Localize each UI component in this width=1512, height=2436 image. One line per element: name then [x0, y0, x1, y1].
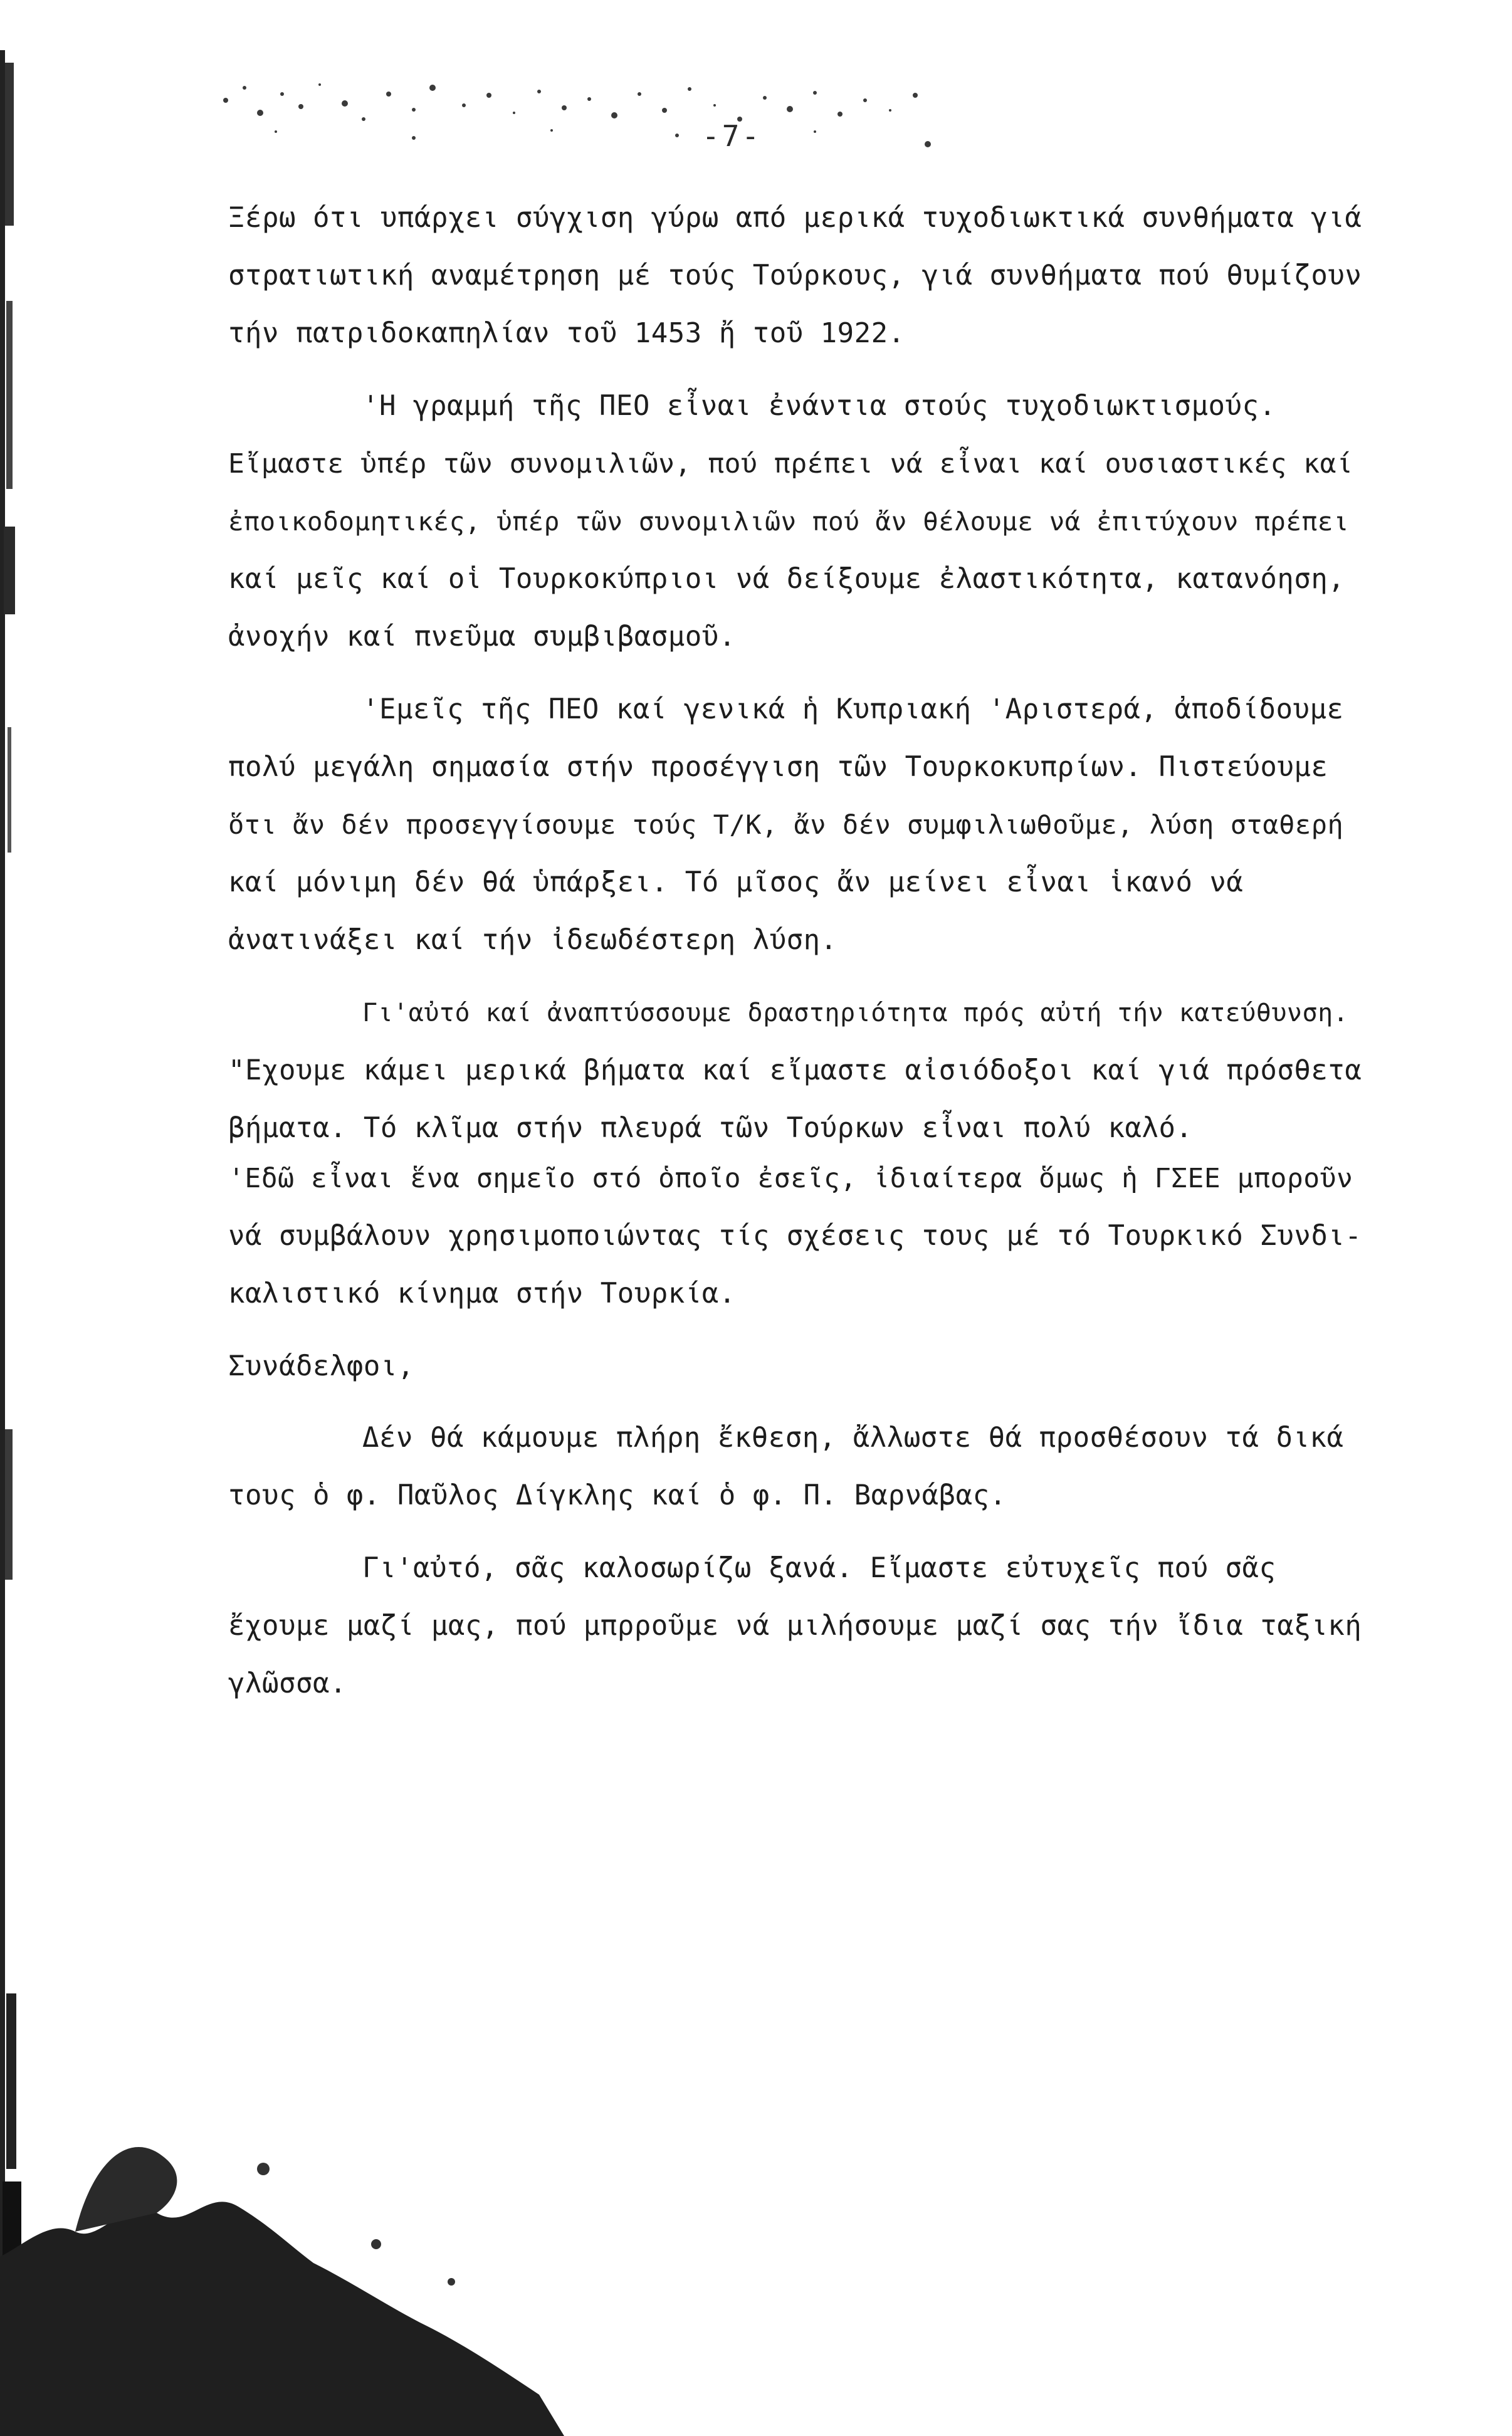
text-line: Ξέρω ότι υπάρχει σύγχιση γύρω από μερικά τυχοδιωκτικά συνθήματα γιά: [228, 202, 1362, 234]
page-number: -7-: [702, 119, 762, 153]
text-line: καλιστικό κίνημα στήν Τουρκία.: [228, 1278, 736, 1310]
text-line: νά συμβάλουν χρησιμοποιώντας τίς σχέσεις τους μέ τό Τουρκικό Συνδι-: [228, 1220, 1362, 1252]
text-line: ἔχουμε μαζί μας, πού μπρροῦμε νά μιλήσουμε μαζί σας τήν ἴδια ταξική: [228, 1610, 1362, 1642]
text-line: ἀνοχήν καί πνεῦμα συμβιβασμοῦ.: [228, 621, 736, 653]
text-line: ἐποικοδομητικές, ὑπέρ τῶν συνομιλιῶν πού ἄν θέλουμε νά ἐπιτύχουν πρέπει: [228, 507, 1350, 537]
text-line: Γι'αὐτό, σᾶς καλοσωρίζω ξανά. Εἴμαστε εὐτυχεῖς πού σᾶς: [362, 1552, 1276, 1584]
text-line: Γι'αὐτό καί ἀναπτύσσουμε δραστηριότητα πρός αὐτή τήν κατεύθυνση.: [362, 999, 1349, 1027]
text-line: 'Η γραμμή τῆς ΠΕΟ εἶναι ἐνάντια στούς τυχοδιωκτισμούς.: [362, 390, 1276, 422]
text-line: 'Εδῶ εἶναι ἕνα σημεῖο στό ὁποῖο ἐσεῖς, ἰδιαίτερα ὅμως ἡ ΓΣΕΕ μποροῦν: [228, 1163, 1353, 1194]
scan-noise-artifact: [201, 50, 953, 188]
ink-blot-artifact: [0, 2119, 564, 2436]
text-line: πολύ μεγάλη σημασία στήν προσέγγιση τῶν Τουρκοκυπρίων. Πιστεύουμε: [228, 751, 1328, 783]
text-line: βήματα. Τό κλῖμα στήν πλευρά τῶν Τούρκων εἶναι πολύ καλό.: [228, 1112, 1193, 1144]
text-line: ἀνατινάξει καί τήν ἰδεωδέστερη λύση.: [228, 924, 837, 956]
scan-edge-artifact: [0, 50, 38, 2436]
text-line: γλῶσσα.: [228, 1667, 347, 1699]
text-line: καί μεῖς καί οἱ Τουρκοκύπριοι νά δείξουμε ἐλαστικότητα, κατανόηση,: [228, 563, 1345, 595]
text-line: καί μόνιμη δέν θά ὑπάρξει. Τό μῖσος ἄν μείνει εἶναι ἱκανό νά: [228, 866, 1244, 898]
text-line: 'Εμεῖς τῆς ΠΕΟ καί γενικά ἡ Κυπριακή 'Αριστερά, ἀποδίδουμε: [362, 693, 1344, 725]
text-line: στρατιωτική αναμέτρηση μέ τούς Τούρκους, γιά συνθήματα πού θυμίζουν: [228, 260, 1362, 291]
text-line: Συνάδελφοι,: [228, 1350, 414, 1382]
text-line: Δέν θά κάμουμε πλήρη ἔκθεση, ἄλλωστε θά προσθέσουν τά δικά: [362, 1422, 1344, 1454]
text-line: τήν πατριδοκαπηλίαν τοῦ 1453 ἤ τοῦ 1922.: [228, 317, 905, 349]
text-line: τους ὁ φ. Παῦλος Δίγκλης καί ὁ φ. Π. Βαρνάβας.: [228, 1479, 1007, 1511]
text-line: "Εχουμε κάμει μερικά βήματα καί εἴμαστε αἰσιόδοξοι καί γιά πρόσθετα: [228, 1054, 1362, 1086]
text-line: ὅτι ἄν δέν προσεγγίσουμε τούς Τ/Κ, ἄν δέν συμφιλιωθοῦμε, λύση σταθερή: [228, 809, 1344, 840]
text-line: Εἴμαστε ὑπέρ τῶν συνομιλιῶν, πού πρέπει νά εἶναι καί ουσιαστικές καί: [228, 448, 1353, 480]
